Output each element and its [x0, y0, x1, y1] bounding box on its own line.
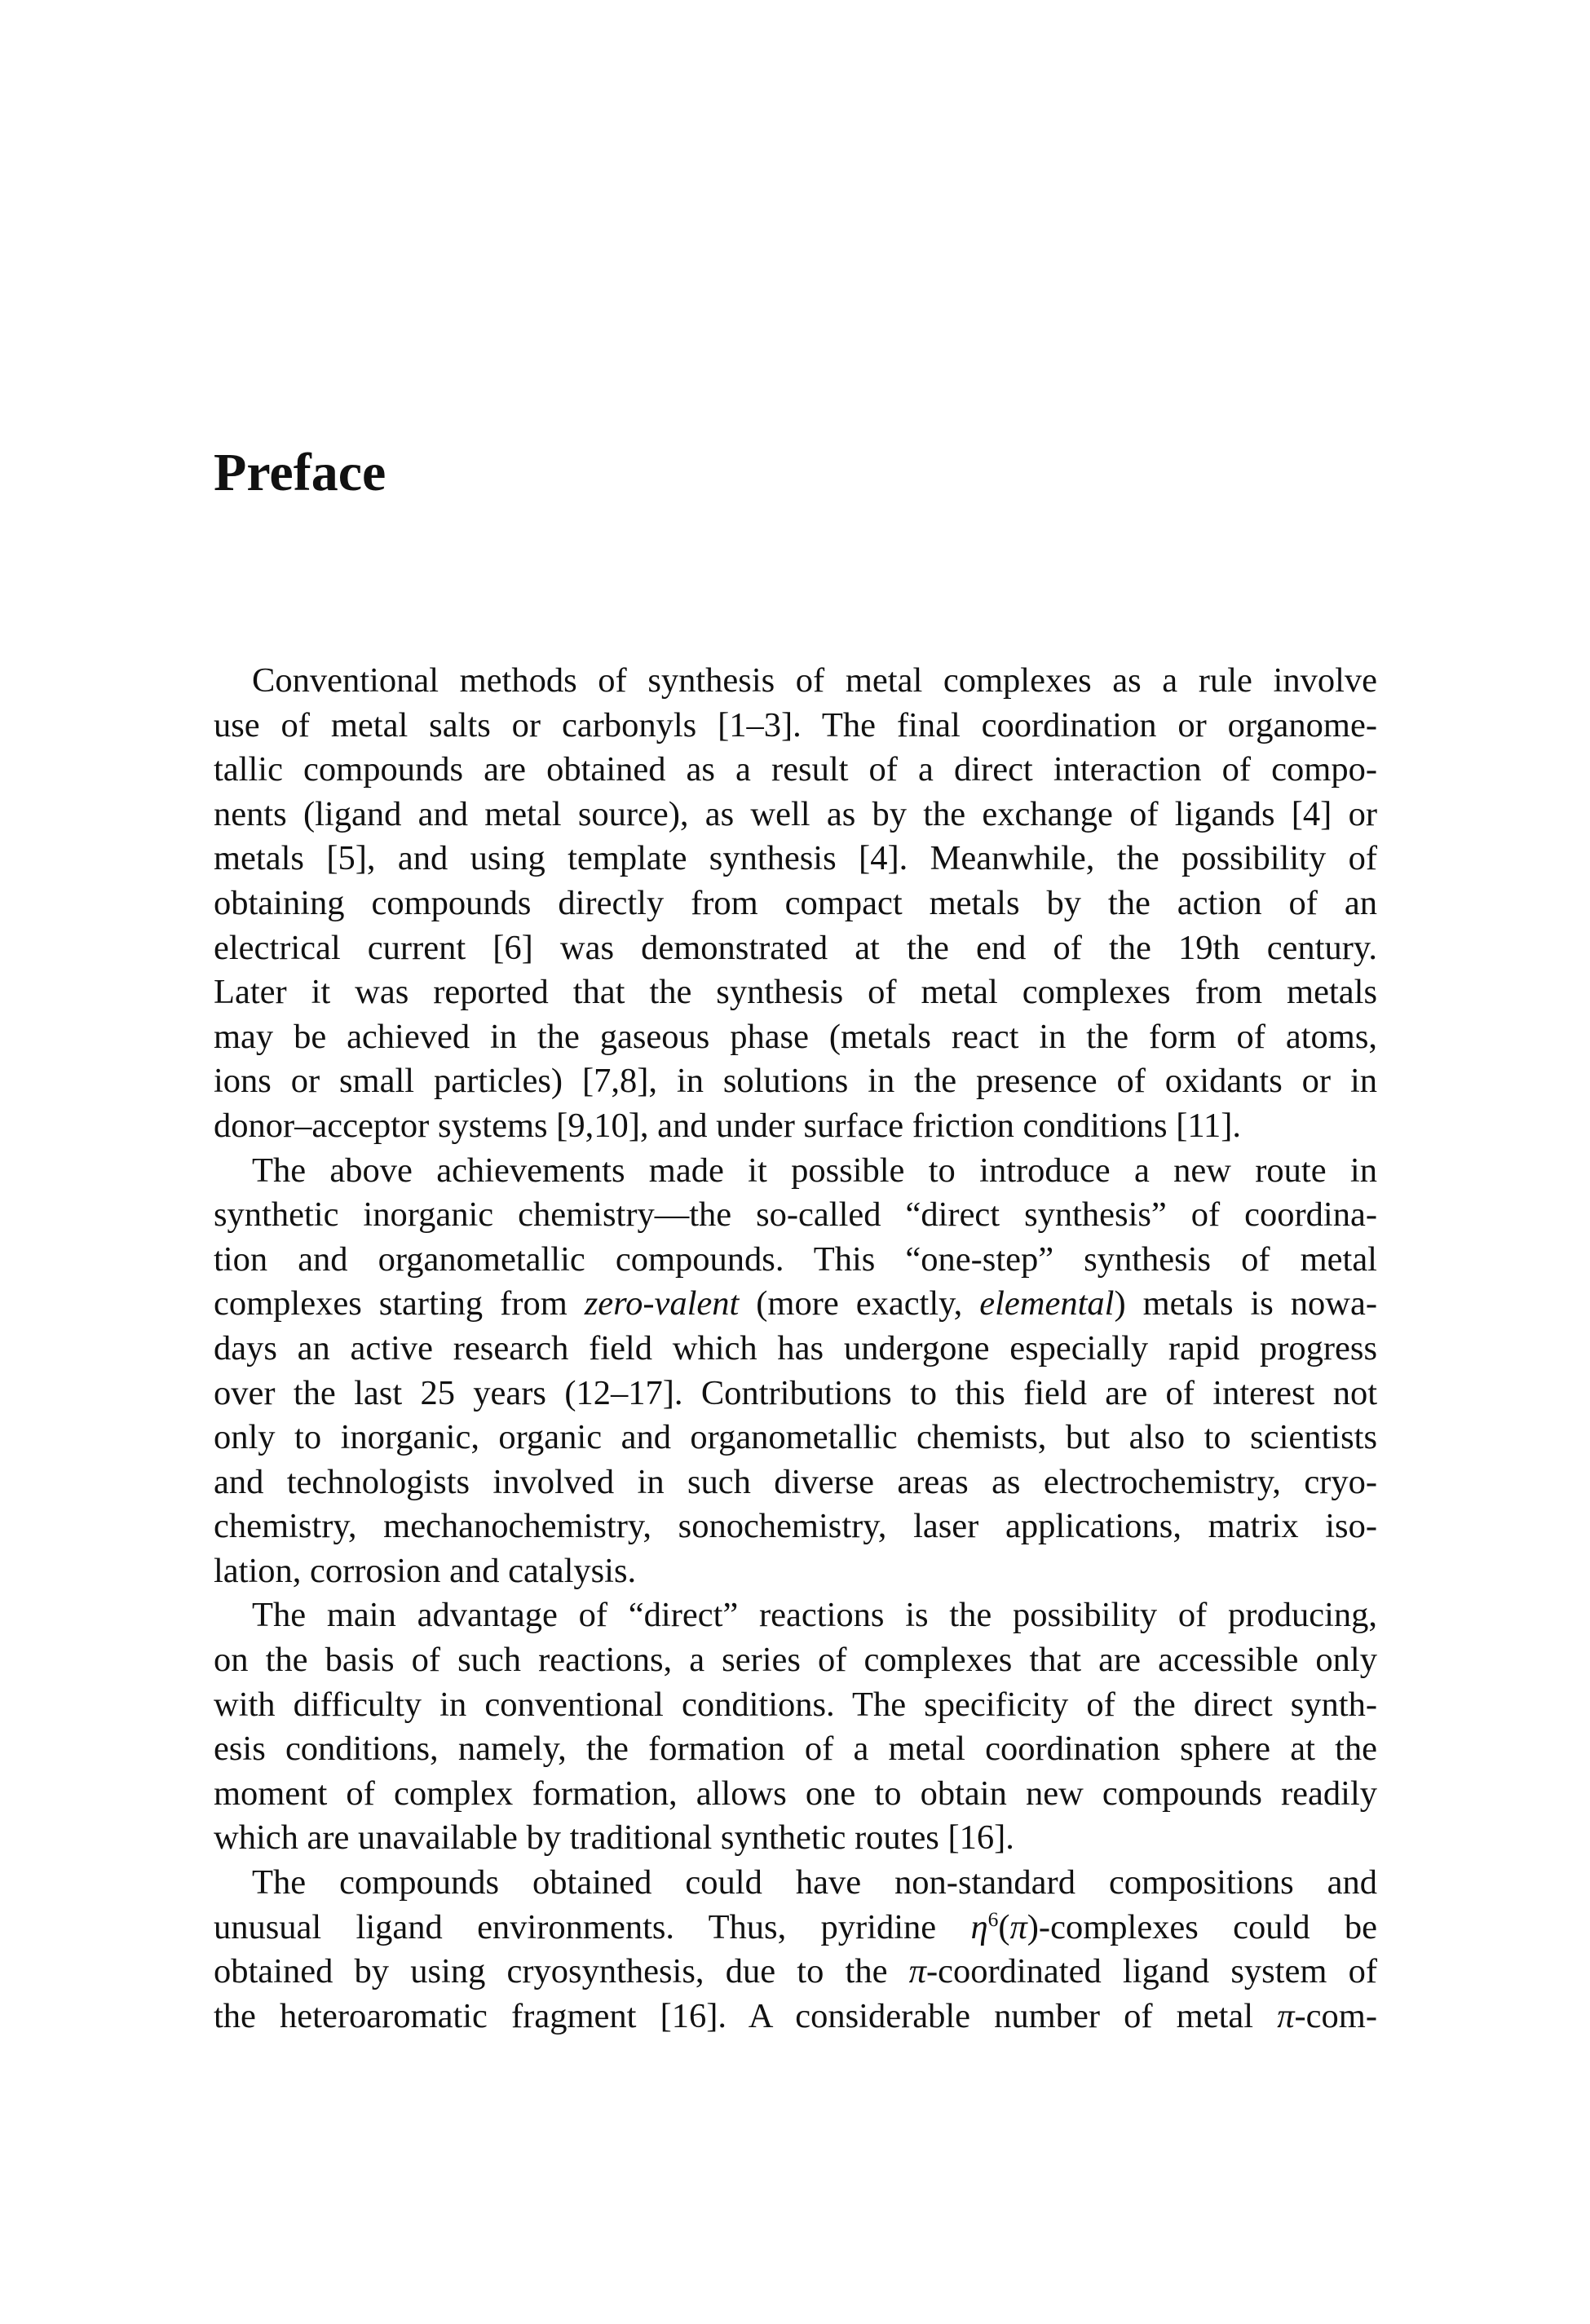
- emphasis-elemental: elemental: [979, 1284, 1115, 1323]
- text-line-with-symbols: [214, 1906, 1377, 1951]
- text-run: obtained by using cryosynthesis, due to the: [214, 1952, 909, 1991]
- text-line: may be achieved in the gaseous phase (metals react in the form of atoms,: [214, 1017, 1377, 1056]
- text-line: Later it was reported that the synthesis of metal complexes from metals: [214, 973, 1377, 1012]
- text-line: days an active research field which has undergone especially rapid progress: [214, 1328, 1377, 1367]
- text-line: nents (ligand and metal source), as well as by the exchange of ligands [4] or: [214, 794, 1377, 833]
- paragraph-3: [214, 1593, 1377, 1861]
- text-line: chemistry, mechanochemistry, sonochemistry, laser applications, matrix iso-: [214, 1507, 1377, 1546]
- text-run: the heteroaromatic fragment [16]. A considerable number of metal: [214, 1996, 1278, 2035]
- text-line-with-emphasis: [214, 1282, 1377, 1327]
- text-run: (: [998, 1907, 1010, 1946]
- page-title: Preface: [214, 443, 386, 502]
- text-line: use of metal salts or carbonyls [1–3]. The final coordination or organome-: [214, 705, 1377, 744]
- emphasis-zero-valent: zero-valent: [584, 1284, 740, 1323]
- text-line: only to inorganic, organic and organometallic chemists, but also to scientists: [214, 1418, 1377, 1457]
- text-line-with-symbols: [214, 1950, 1377, 1995]
- text-line: tallic compounds are obtained as a result of a direct interaction of compo-: [214, 750, 1377, 789]
- text-line: metals [5], and using template synthesis [4]. Meanwhile, the possibility of: [214, 839, 1377, 878]
- text-line: tion and organometallic compounds. This “one-step” synthesis of metal: [214, 1239, 1377, 1279]
- text-line: lation, corrosion and catalysis.: [214, 1551, 637, 1590]
- text-line-with-symbols: [214, 1995, 1377, 2039]
- text-run: -com-: [1294, 1996, 1377, 2035]
- paragraph-2: [214, 1149, 1377, 1594]
- eta-symbol: η: [970, 1907, 988, 1946]
- text-line: electrical current [6] was demonstrated at the end of the 19th century.: [214, 928, 1377, 967]
- paragraph-4: [214, 1861, 1377, 2039]
- text-line: and technologists involved in such diverse areas as electrochemistry, cryo-: [214, 1462, 1377, 1501]
- text-line: with difficulty in conventional conditions. The specificity of the direct synth-: [214, 1685, 1377, 1724]
- paragraph-1: [214, 659, 1377, 1149]
- text-line: The above achievements made it possible to introduce a new route in: [252, 1151, 1377, 1190]
- text-run: -coordinated ligand system of: [925, 1952, 1377, 1991]
- text-line: moment of complex formation, allows one to obtain new compounds readily: [214, 1774, 1377, 1813]
- text-run: unusual ligand environments. Thus, pyridine: [214, 1907, 971, 1946]
- text-line: esis conditions, namely, the formation of a metal coordination sphere at the: [214, 1730, 1377, 1769]
- text-line: Conventional methods of synthesis of metal complexes as a rule involve: [252, 661, 1377, 700]
- text-line: over the last 25 years (12–17]. Contributions to this field are of interest not: [214, 1373, 1377, 1412]
- pi-symbol: π: [1277, 1996, 1295, 2035]
- body-text: [214, 659, 1377, 2039]
- text-run: ) metals is nowa-: [1114, 1284, 1377, 1323]
- text-line: obtaining compounds directly from compact metals by the action of an: [214, 883, 1377, 922]
- pi-symbol: π: [1009, 1907, 1027, 1946]
- text-line: synthetic inorganic chemistry—the so-called “direct synthesis” of coordina-: [214, 1195, 1377, 1235]
- text-line: The compounds obtained could have non-standard compositions and: [252, 1863, 1377, 1902]
- text-line: donor–acceptor systems [9,10], and under surface friction conditions [11].: [214, 1106, 1242, 1145]
- text-run: )-complexes could be: [1027, 1907, 1377, 1946]
- text-line: on the basis of such reactions, a series of complexes that are accessible only: [214, 1641, 1377, 1680]
- text-run: (more exactly,: [739, 1284, 980, 1323]
- superscript-six: 6: [987, 1906, 999, 1931]
- text-line: which are unavailable by traditional synthetic routes [16].: [214, 1818, 1014, 1858]
- text-run: complexes starting from: [214, 1284, 585, 1323]
- pi-symbol: π: [908, 1952, 926, 1991]
- text-line: ions or small particles) [7,8], in solutions in the presence of oxidants or in: [214, 1062, 1377, 1101]
- text-line: The main advantage of “direct” reactions is the possibility of producing,: [252, 1596, 1377, 1635]
